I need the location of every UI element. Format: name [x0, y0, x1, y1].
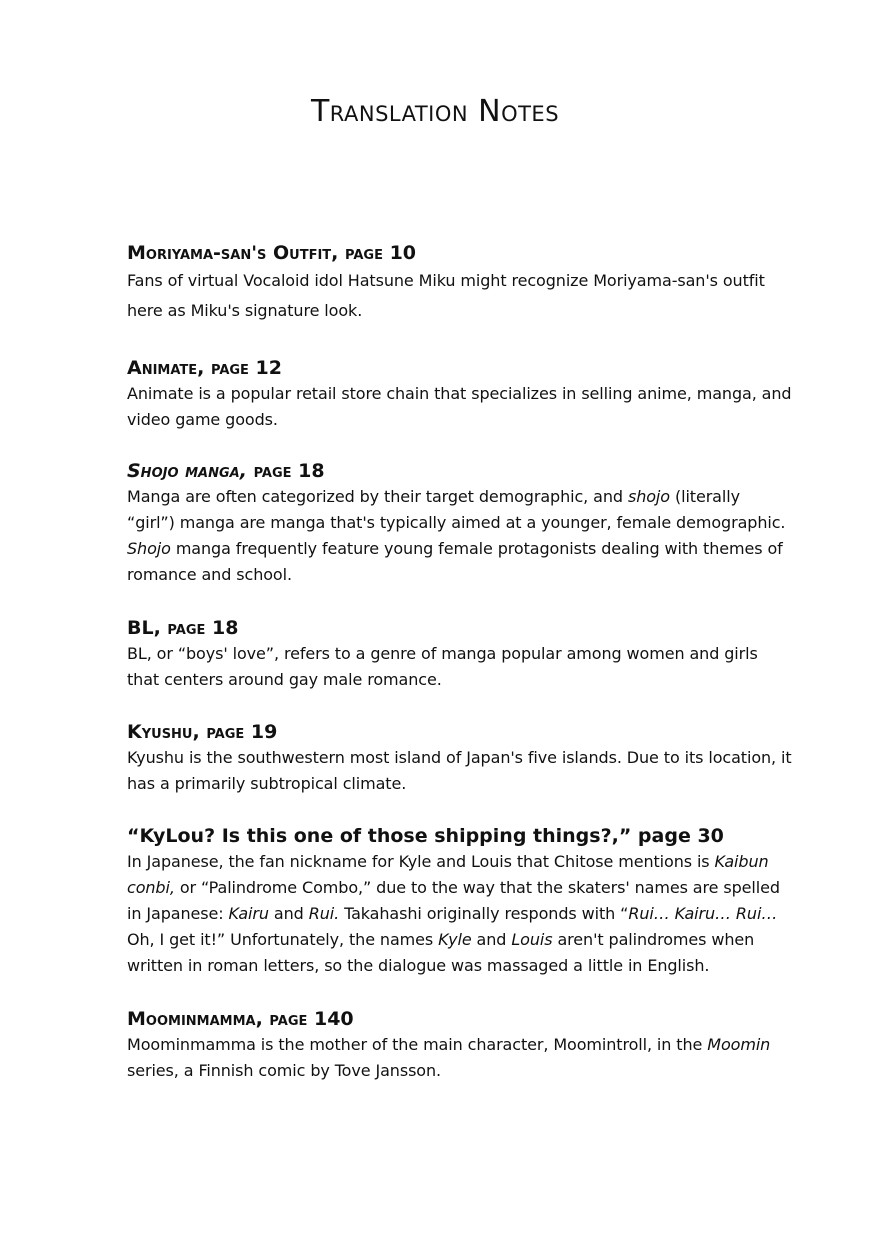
italic-term: Kyle — [438, 930, 472, 949]
note-bl — [127, 615, 792, 693]
italic-term: Shojo — [127, 539, 171, 558]
text-run: Moominmamma is the mother of the main character, Moomintroll, in the — [127, 1035, 708, 1054]
text-run: Takahashi originally responds with “ — [339, 904, 629, 923]
italic-term: Rui… Kairu… Rui… — [628, 904, 778, 923]
note-heading-italic: Shojo manga, — [127, 460, 247, 482]
italic-term: shojo — [627, 487, 670, 506]
note-heading: Moominmamma, page 140 — [127, 1008, 354, 1030]
italic-term: Louis — [511, 930, 553, 949]
note-moominmamma — [127, 1006, 792, 1084]
italic-term: Kairu — [228, 904, 269, 923]
note-heading: Animate, page 12 — [127, 357, 282, 379]
italic-term: Moomin — [707, 1035, 771, 1054]
note-body: Kyushu is the southwestern most island of Japan's five islands. Due to its location, it has a primarily subtropical climate. — [127, 748, 792, 793]
note-body: Fans of virtual Vocaloid idol Hatsune Miku might recognize Moriyama-san's outfit here as Miku's signature look. — [127, 271, 765, 320]
text-run: aren't palindromes when written in roman letters, so the dialogue was massaged a little in English. — [127, 930, 755, 975]
text-run: series, a Finnish comic by Tove Jansson. — [127, 1061, 442, 1080]
note-kyushu — [127, 719, 792, 797]
text-run: Manga are often categorized by their target demographic, and — [127, 487, 628, 506]
text-run: In Japanese, the fan nickname for Kyle and Louis that Chitose mentions is — [127, 852, 715, 871]
note-body — [127, 849, 792, 979]
text-run: manga frequently feature young female protagonists dealing with themes of romance and school. — [127, 539, 783, 584]
text-run: Oh, I get it!” Unfortunately, the names — [127, 930, 439, 949]
note-animate — [127, 355, 792, 433]
note-body — [127, 484, 792, 588]
note-heading: BL, page 18 — [127, 617, 239, 639]
page-title: Translation Notes — [310, 94, 560, 129]
text-run: and — [268, 904, 309, 923]
note-heading: Moriyama-san's Outfit, page 10 — [127, 242, 417, 264]
italic-term: Kaibun conbi, — [127, 852, 769, 897]
text-run: or “Palindrome Combo,” due to the way that the skaters' names are spelled in Japanese: — [127, 878, 780, 923]
note-moriyama-outfit — [127, 240, 792, 326]
note-heading-page: page 18 — [246, 460, 325, 482]
text-run: and — [471, 930, 512, 949]
text-run: (literally “girl”) manga are manga that's typically aimed at a younger, female demographic. — [127, 487, 786, 532]
note-shojo-manga — [127, 458, 792, 588]
note-heading: “KyLou? Is this one of those shipping things?,” page 30 — [127, 825, 724, 847]
italic-term: Rui. — [308, 904, 340, 923]
note-heading: Kyushu, page 19 — [127, 721, 278, 743]
note-kylou-shipping — [127, 823, 792, 979]
note-body: BL, or “boys' love”, refers to a genre of manga popular among women and girls that centers around gay male romance. — [127, 644, 758, 689]
note-body — [127, 1032, 792, 1084]
note-body: Animate is a popular retail store chain that specializes in selling anime, manga, and video game goods. — [127, 384, 792, 429]
note-heading — [127, 458, 792, 484]
